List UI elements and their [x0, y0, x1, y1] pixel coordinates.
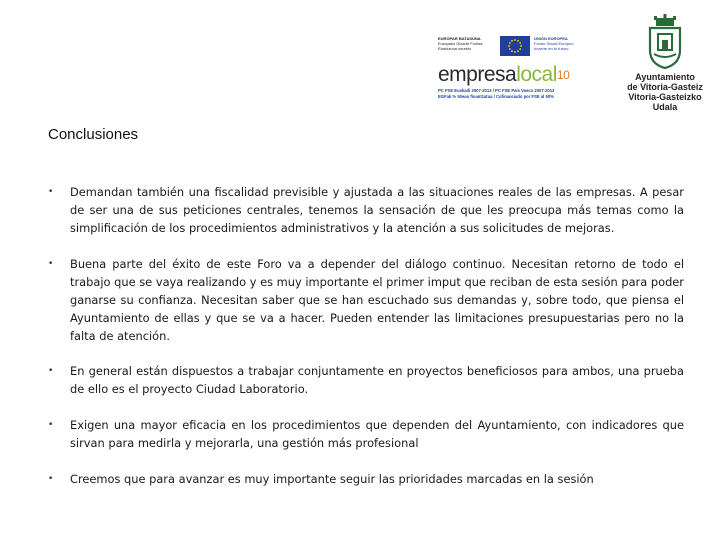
empresalocal-wordmark: empresalocal$^{10}$: [438, 63, 570, 86]
eu-logo-funding-text: PC FSE Euskadi 2007-2013 / PC FSE País Vasco 2007-2013 EGFak % 50ean finantzatua / Cofinanciado por FSE al 50%: [438, 88, 555, 99]
conclusion-item: [48, 256, 684, 345]
conclusion-text: Demandan también una fiscalidad previsible y ajustada a las situaciones reales de las empresas. A pesar de ser una de sus peticiones centrales, tenemos la sensación de que les preocupa más temas como la simplificación de los procedimientos administrativos y la atención a sus solicitudes de mejoras.: [70, 185, 684, 235]
ayuntamiento-name: Ayuntamiento de Vitoria-Gasteiz Vitoria-Gasteizko Udala: [627, 72, 703, 112]
conclusion-item: [48, 363, 684, 399]
page-title: Conclusiones: [48, 126, 139, 143]
conclusion-text: Exigen una mayor eficacia en los procedimientos que dependen del Ayuntamiento, con indicadores que sirvan para medirla y mejorarla, una gestión más profesional: [70, 417, 684, 450]
bullet-icon: •: [48, 187, 54, 197]
vitoria-gasteiz-crest-icon: [642, 14, 688, 70]
bullet-icon: •: [48, 473, 54, 484]
eu-flag-icon: [500, 36, 530, 56]
conclusion-text: Buena parte del éxito de este Foro va a depender del diálogo continuo. Necesitan retorno de todo el trabajo que se vaya realizando y es muy importante el primer imput que reciban de esta sesión para poder ganarse su confianza. Necesitan saber que se han escuchado sus demandas y, sobre todo, que piensa el Ayuntamiento de ellas y que se va a hacer. Pueden entender las limitaciones presupuestarias pero no la falta de atención.: [70, 257, 684, 343]
conclusions-list: [48, 184, 684, 488]
eu-logo-spanish-text: UNIÓN EUROPEA Fondo Social Europeo Invierte en tu futuro: [534, 36, 574, 51]
eu-logo-basque-text: EUROPAR BATASUNA Europako Gizarte Funtsa Etorkizuna zurekin: [438, 36, 483, 51]
bullet-icon: •: [48, 259, 54, 270]
conclusion-item: [48, 471, 684, 489]
empresalocal-eu-logo: [438, 36, 606, 112]
bullet-icon: •: [48, 366, 54, 377]
conclusion-item: [48, 417, 684, 453]
bullet-icon: •: [48, 419, 54, 430]
conclusion-text: En general están dispuestos a trabajar conjuntamente en proyectos beneficiosos para ambos, una prueba de ello es el proyecto Ciudad Laboratorio.: [70, 364, 684, 397]
conclusion-text: Creemos que para avanzar es muy importante seguir las prioridades marcadas en la sesión: [70, 471, 594, 486]
ayuntamiento-logo: [620, 14, 710, 118]
conclusion-item: [48, 184, 684, 237]
